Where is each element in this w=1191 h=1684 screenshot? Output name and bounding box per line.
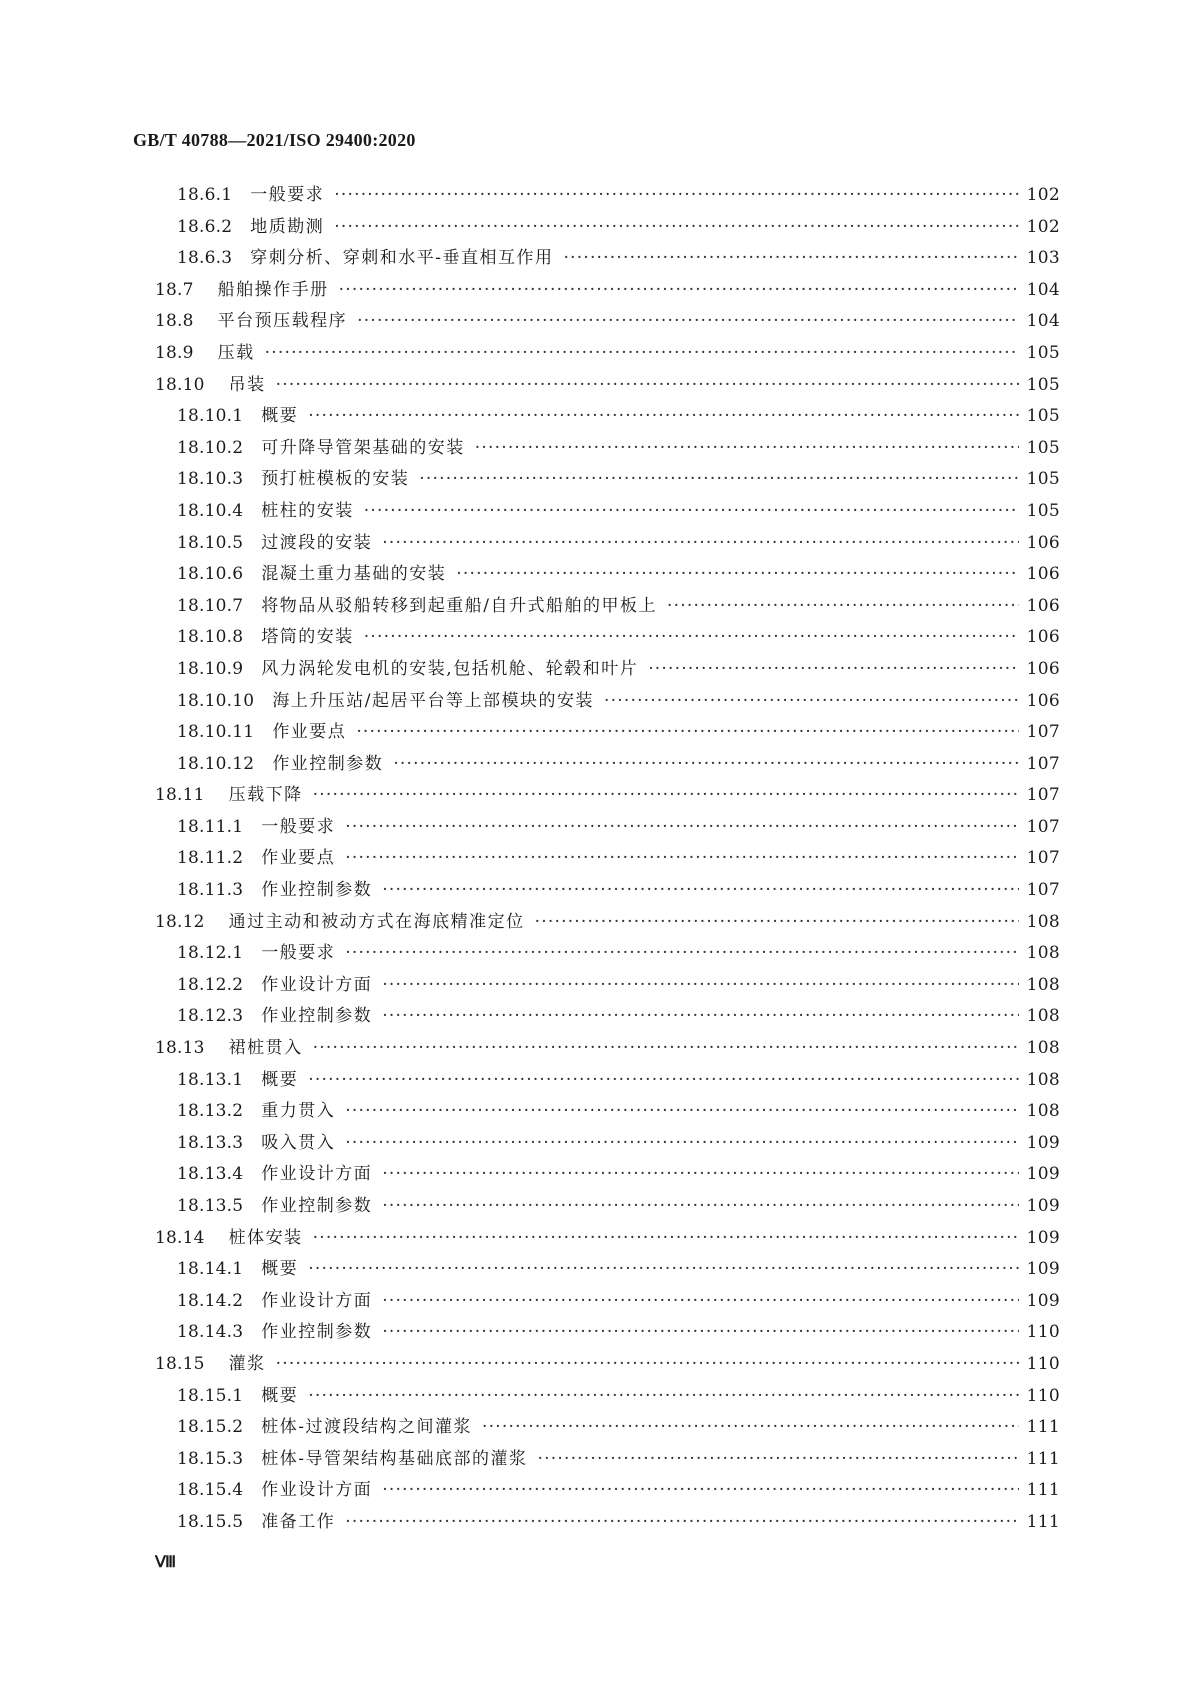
toc-entry[interactable] [155,401,1060,433]
toc-dot-leader [604,691,1019,711]
toc-entry-title: 桩体-过渡段结构之间灌浆 [261,1417,473,1438]
toc-dot-leader [382,880,1018,900]
toc-entry[interactable] [155,1128,1060,1160]
toc-entry-number: 18.8 [155,311,194,332]
toc-entry-number: 18.10.9 [177,658,244,679]
toc-entry-page: 108 [1026,1038,1060,1059]
toc-entry[interactable] [155,938,1060,970]
toc-entry-page: 107 [1026,848,1060,869]
toc-entry-title: 压载 [217,342,255,363]
toc-dot-leader [334,185,1018,205]
toc-entry-number: 18.10.1 [177,406,244,427]
toc-entry-number: 18.7 [155,279,194,300]
toc-entry[interactable] [155,970,1060,1002]
toc-entry-number: 18.14.3 [177,1322,244,1343]
toc-entry-number: 18.13 [155,1038,205,1059]
toc-dot-leader [535,912,1019,932]
toc-entry-number: 18.13.5 [177,1196,244,1216]
toc-entry[interactable] [155,1159,1060,1191]
toc-entry-number: 18.6.2 [177,216,233,237]
toc-entry-page: 105 [1026,406,1060,427]
toc-entry-title: 概要 [261,1385,299,1406]
toc-dot-leader [308,1259,1018,1279]
toc-entry-page: 110 [1026,1353,1060,1374]
toc-entry-number: 18.10.2 [177,437,244,458]
toc-entry-title: 作业控制参数 [272,753,384,774]
toc-entry-title: 塔筒的安装 [261,627,354,648]
toc-dot-leader [419,469,1018,489]
toc-dot-leader [382,1480,1018,1500]
toc-dot-leader [475,438,1019,458]
toc-entry[interactable] [155,843,1060,875]
toc-dot-leader [345,943,1018,963]
toc-entry-title: 船舶操作手册 [217,279,329,300]
toc-entry-number: 18.15.1 [177,1385,244,1406]
toc-entry[interactable] [155,1001,1060,1033]
toc-entry-page: 105 [1026,374,1060,395]
toc-dot-leader [382,1291,1018,1311]
page-number-footer: Ⅷ [155,1554,177,1571]
toc-entry-title: 概要 [261,1259,299,1280]
toc-dot-leader [648,659,1018,679]
toc-entry-page: 108 [1026,911,1060,932]
toc-entry-number: 18.10.11 [177,722,255,743]
toc-dot-leader [364,501,1019,521]
toc-entry-number: 18.12.1 [177,943,244,964]
toc-entry-page: 109 [1026,1164,1060,1185]
toc-entry[interactable] [155,1191,1060,1223]
toc-entry-page: 107 [1026,785,1060,806]
toc-entry-page: 109 [1026,1259,1060,1280]
toc-entry-title: 可升降导管架基础的安装 [261,437,465,458]
toc-entry-page: 111 [1026,1480,1060,1501]
toc-entry-title: 压载下降 [228,785,303,806]
toc-entry-title: 概要 [261,406,299,427]
toc-entry-page: 108 [1026,943,1060,964]
toc-entry-number: 18.14 [155,1227,205,1248]
toc-dot-leader [345,817,1018,837]
toc-dot-leader [265,343,1019,363]
toc-entry[interactable] [155,180,1060,212]
toc-entry-title: 作业要点 [261,848,336,869]
toc-entry-title: 作业设计方面 [261,1290,373,1311]
toc-dot-leader [667,596,1019,616]
toc-entry-page: 108 [1026,1069,1060,1090]
toc-entry-number: 18.11.2 [177,848,244,869]
toc-dot-leader [382,1164,1018,1184]
toc-entry-number: 18.13.4 [177,1164,244,1185]
toc-entry-number: 18.14.1 [177,1259,244,1280]
toc-entry-number: 18.11.1 [177,816,244,837]
toc-dot-leader [345,848,1018,868]
toc-dot-leader [382,975,1018,995]
toc-entry-page: 106 [1026,595,1060,616]
toc-dot-leader [393,754,1018,774]
toc-entry-page: 104 [1026,311,1060,332]
toc-entry-page: 109 [1026,1227,1060,1248]
toc-entry-number: 18.15.5 [177,1511,244,1532]
toc-entry-title: 过渡段的安装 [261,532,373,553]
toc-dot-leader [382,533,1018,553]
toc-entry-number: 18.10.5 [177,532,244,553]
toc-entry-page: 110 [1026,1385,1060,1406]
toc-entry-number: 18.6.3 [177,248,233,269]
toc-entry-page: 106 [1026,532,1060,553]
toc-entry-title: 作业设计方面 [261,1164,373,1185]
toc-entry[interactable] [155,1317,1060,1349]
toc-dot-leader [382,1006,1018,1026]
toc-entry-number: 18.10.8 [177,627,244,648]
toc-entry-title: 作业设计方面 [261,974,373,995]
toc-entry[interactable] [155,812,1060,844]
toc-dot-leader [356,722,1018,742]
toc-dot-leader [345,1512,1018,1532]
toc-entry[interactable] [155,243,1060,275]
toc-entry-number: 18.10.10 [177,690,255,711]
toc-entry-page: 104 [1026,279,1060,300]
toc-entry[interactable] [155,306,1060,338]
toc-entry-title: 桩柱的安装 [261,500,354,521]
toc-entry-title: 一般要求 [250,185,325,205]
toc-entry-title: 穿刺分析、穿刺和水平-垂直相互作用 [250,248,554,269]
toc-entry-page: 106 [1026,690,1060,711]
toc-entry[interactable] [155,464,1060,496]
toc-dot-leader [345,1101,1018,1121]
toc-entry[interactable] [155,1507,1060,1539]
toc-entry-page: 106 [1026,627,1060,648]
toc-entry[interactable] [155,559,1060,591]
toc-dot-leader [382,1196,1018,1216]
toc-entry-title: 作业控制参数 [261,880,373,901]
toc-dot-leader [339,280,1019,300]
toc-dot-leader [334,217,1018,237]
toc-entry-page: 105 [1026,500,1060,521]
document-code-header: GB/T 40788—2021/ISO 29400:2020 [133,130,416,150]
toc-entry-title: 预打桩模板的安装 [261,469,410,490]
toc-entry[interactable] [155,875,1060,907]
toc-entry[interactable] [155,1475,1060,1507]
toc-entry-number: 18.10.6 [177,564,244,585]
toc-dot-leader [308,1386,1018,1406]
toc-dot-leader [276,1354,1019,1374]
toc-dot-leader [482,1417,1019,1437]
toc-entry-page: 106 [1026,658,1060,679]
toc-entry-number: 18.11 [155,785,205,806]
toc-entry-title: 一般要求 [261,943,336,964]
toc-entry-number: 18.6.1 [177,185,233,205]
toc-dot-leader [538,1449,1019,1469]
table-of-contents [155,180,1060,1539]
toc-entry-title: 桩体安装 [228,1227,303,1248]
toc-entry-page: 105 [1026,437,1060,458]
toc-entry-title: 风力涡轮发电机的安装,包括机舱、轮毂和叶片 [261,658,639,679]
toc-entry-number: 18.14.2 [177,1290,244,1311]
toc-entry-page: 111 [1026,1511,1060,1532]
toc-entry-title: 桩体-导管架结构基础底部的灌浆 [261,1448,528,1469]
toc-entry[interactable] [155,1096,1060,1128]
toc-entry-page: 108 [1026,974,1060,995]
toc-entry-page: 109 [1026,1196,1060,1216]
toc-entry-page: 102 [1026,216,1060,237]
toc-entry[interactable] [155,749,1060,781]
toc-dot-leader [313,785,1019,805]
toc-entry-number: 18.12.2 [177,974,244,995]
toc-entry[interactable] [155,433,1060,465]
toc-entry[interactable] [155,528,1060,560]
toc-entry-page: 107 [1026,753,1060,774]
toc-dot-leader [308,1070,1018,1090]
toc-entry-page: 108 [1026,1101,1060,1122]
toc-entry-page: 110 [1026,1322,1060,1343]
toc-dot-leader [357,311,1018,331]
toc-entry-page: 103 [1026,248,1060,269]
toc-entry[interactable] [155,212,1060,244]
toc-entry-title: 海上升压站/起居平台等上部模块的安装 [272,690,595,711]
toc-entry-number: 18.15 [155,1353,205,1374]
toc-entry[interactable] [155,496,1060,528]
toc-entry-page: 107 [1026,816,1060,837]
toc-entry-title: 混凝土重力基础的安装 [261,564,447,585]
toc-dot-leader [364,627,1019,647]
toc-entry-number: 18.15.3 [177,1448,244,1469]
toc-entry-title: 将物品从驳船转移到起重船/自升式船舶的甲板上 [261,595,658,616]
toc-entry-number: 18.13.2 [177,1101,244,1122]
toc-dot-leader [564,248,1019,268]
toc-entry-number: 18.13.1 [177,1069,244,1090]
toc-entry-title: 灌浆 [228,1353,266,1374]
toc-entry-number: 18.13.3 [177,1132,244,1153]
toc-entry[interactable] [155,622,1060,654]
toc-entry[interactable] [155,338,1060,370]
toc-entry-title: 作业控制参数 [261,1196,373,1216]
toc-entry[interactable] [155,1286,1060,1318]
toc-entry-page: 109 [1026,1132,1060,1153]
toc-entry-title: 吊装 [228,374,266,395]
toc-entry-page: 109 [1026,1290,1060,1311]
toc-entry[interactable] [155,1381,1060,1413]
toc-dot-leader [313,1228,1019,1248]
toc-entry-number: 18.10.4 [177,500,244,521]
toc-entry-title: 一般要求 [261,816,336,837]
toc-entry-page: 102 [1026,185,1060,205]
toc-dot-leader [313,1038,1019,1058]
toc-entry-number: 18.10.7 [177,595,244,616]
toc-entry-title: 作业要点 [272,722,347,743]
toc-entry-title: 作业控制参数 [261,1006,373,1027]
toc-entry[interactable] [155,1254,1060,1286]
toc-entry[interactable] [155,1033,1060,1065]
toc-entry-title: 吸入贯入 [261,1132,336,1153]
toc-entry-number: 18.12.3 [177,1006,244,1027]
toc-entry-title: 作业控制参数 [261,1322,373,1343]
toc-entry[interactable] [155,654,1060,686]
toc-dot-leader [308,406,1018,426]
toc-entry-number: 18.10 [155,374,205,395]
toc-entry-page: 107 [1026,722,1060,743]
toc-entry[interactable] [155,907,1060,939]
toc-entry[interactable] [155,1412,1060,1444]
toc-entry-title: 概要 [261,1069,299,1090]
toc-dot-leader [345,1133,1018,1153]
toc-entry-page: 107 [1026,880,1060,901]
toc-entry-title: 作业设计方面 [261,1480,373,1501]
toc-entry-number: 18.10.3 [177,469,244,490]
toc-entry-title: 平台预压载程序 [217,311,348,332]
toc-entry-title: 通过主动和被动方式在海底精准定位 [228,911,525,932]
toc-entry[interactable] [155,275,1060,307]
toc-entry-number: 18.10.12 [177,753,255,774]
toc-entry[interactable] [155,1349,1060,1381]
toc-dot-leader [456,564,1018,584]
toc-entry[interactable] [155,686,1060,718]
toc-entry-page: 111 [1026,1448,1060,1469]
toc-entry-title: 裙桩贯入 [228,1038,303,1059]
toc-entry[interactable] [155,591,1060,623]
toc-entry[interactable] [155,717,1060,749]
toc-entry[interactable] [155,780,1060,812]
toc-entry-number: 18.11.3 [177,880,244,901]
toc-entry[interactable] [155,370,1060,402]
toc-entry-number: 18.15.2 [177,1417,244,1438]
toc-entry-title: 准备工作 [261,1511,336,1532]
toc-entry[interactable] [155,1065,1060,1097]
toc-entry-number: 18.12 [155,911,205,932]
toc-entry[interactable] [155,1444,1060,1476]
toc-entry-page: 105 [1026,469,1060,490]
toc-entry[interactable] [155,1223,1060,1255]
toc-entry-number: 18.9 [155,342,194,363]
toc-entry-page: 106 [1026,564,1060,585]
toc-dot-leader [382,1322,1018,1342]
toc-entry-page: 108 [1026,1006,1060,1027]
toc-entry-page: 111 [1026,1417,1060,1438]
toc-dot-leader [276,375,1019,395]
toc-entry-page: 105 [1026,342,1060,363]
toc-entry-title: 地质勘测 [250,216,325,237]
toc-entry-title: 重力贯入 [261,1101,336,1122]
toc-entry-number: 18.15.4 [177,1480,244,1501]
